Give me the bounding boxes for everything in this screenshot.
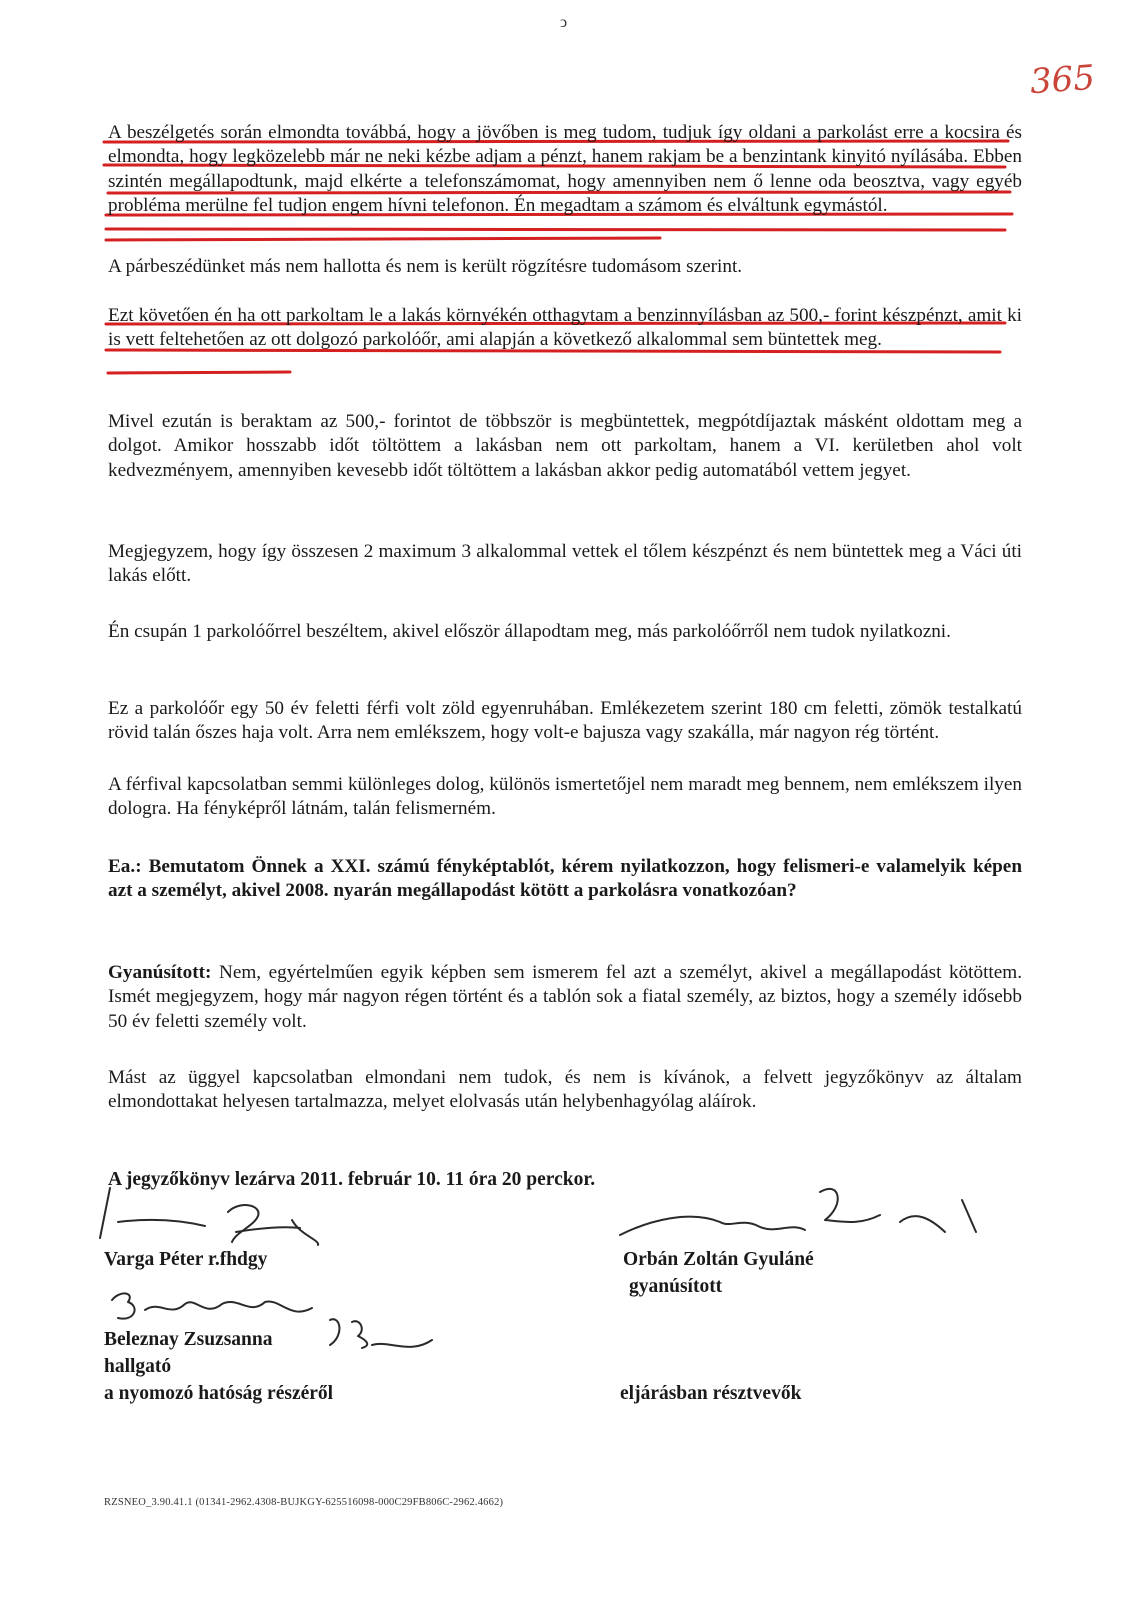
signer-right-block [623, 1246, 814, 1300]
paragraph-7: Ez a parkolóőr egy 50 év feletti férfi volt zöld egyenruhában. Emlékezetem szerint 180 cm feletti, zömök testalkatú rövid talán őszes haja volt. Arra nem emlékszem, hogy volt-e bajusza vagy szakálla, már nagyon rég történt. [108, 698, 1022, 744]
signer-beleznay-role: hallgató [104, 1356, 172, 1377]
answer-label: Gyanúsított: [108, 962, 212, 983]
signer-left-block [104, 1326, 333, 1407]
paragraph-3: Ezt követően én ha ott parkoltam le a lakás környékén otthagytam a benzinnyílásban az 500,- forint készpénzt, amit ki is vett feltehetően az ott dolgozó parkolóőr, ami alapján a következő alkalommal sem büntettek meg. [108, 305, 1022, 351]
closing-paragraph: Mást az üggyel kapcsolatban elmondani nem tudok, és nem is kívánok, a felvett jegyzőkönyv az általam elmondottakat helyesen tartalmazza, melyet elolvasás után helybenhagyólag aláírok. [108, 1067, 1022, 1113]
signer-orban: Orbán Zoltán Gyuláné [623, 1249, 814, 1270]
signer-orban-role: gyanúsított [629, 1276, 723, 1297]
signer-varga: Varga Péter r.fhdgy [104, 1249, 268, 1270]
closed-at-line: A jegyzőkönyv lezárva 2011. február 10. 11 óra 20 perckor. [108, 1169, 596, 1190]
question-paragraph: Ea.: Bemutatom Önnek a XXI. számú fényképtablót, kérem nyilatkozzon, hogy felismeri-e valamelyik képen azt a személyt, akivel 2008. nyarán megállapodást kötött a parkolásra vonatkozóan? [108, 856, 1022, 902]
paragraph-6: Én csupán 1 parkolóőrrel beszéltem, akivel először állapodtam meg, más parkolóőrről nem tudok nyilatkozni. [108, 621, 951, 642]
signer-beleznay: Beleznay Zsuzsanna [104, 1329, 273, 1350]
right-side-label: eljárásban résztvevők [620, 1383, 802, 1404]
paragraph-5: Megjegyzem, hogy így összesen 2 maximum 3 alkalommal vettek el tőlem készpénzt és nem büntettek meg a Váci úti lakás előtt. [108, 541, 1022, 587]
handwritten-page-number: 365 [1028, 57, 1097, 103]
paragraph-1: A beszélgetés során elmondta továbbá, hogy a jövőben is meg tudom, tudjuk így oldani a parkolást erre a kocsira és elmondta, hogy legközelebb már ne neki kézbe adjam a pénzt, hanem rakjam be a benzintank kinyitó nyílásába. Ebben szintén megállapodtunk, majd elkérte a telefonszámomat, hogy amennyiben nem ő lenne oda beosztva, vagy egyéb probléma merülne fel tudjon engem hívni telefonon. Én megadtam a számom és elváltunk egymástól. [108, 122, 1022, 216]
answer-text: Nem, egyértelműen egyik képben sem ismerem fel azt a személyt, akivel a megállapodást kötöttem. Ismét megjegyzem, hogy már nagyon régen történt és a tablón sok a fiatal személy, az biztos, hogy a személy idősebb 50 év feletti személy volt. [108, 962, 1022, 1032]
left-side-label: a nyomozó hatóság részéről [104, 1383, 334, 1404]
paragraph-2: A párbeszédünket más nem hallotta és nem is került rögzítésre tudomásom szerint. [108, 256, 743, 277]
paragraph-4: Mivel ezután is beraktam az 500,- forintot de többször is megbüntettek, megpótdíjaztak másként oldottam meg a dolgot. Amikor hosszabb időt töltöttem a lakásban nem ott parkoltam, hanem a VI. kerületben ahol volt kedvezményem, amennyiben kevesebb időt töltöttem a lakásban akkor pedig automatából vettem jegyet. [108, 411, 1022, 481]
paragraph-8: A férfival kapcsolatban semmi különleges dolog, különös ismertetőjel nem maradt meg bennem, nem emlékszem ilyen dologra. Ha fényképről látnám, talán felismerném. [108, 774, 1022, 820]
document-footer-code: RZSNEO_3.90.41.1 (01341-2962.4308-BUJKGY-625516098-000C29FB806C-2962.4662) [104, 1497, 504, 1508]
top-mark: ↄ [560, 14, 568, 31]
signature-varga [100, 1188, 318, 1245]
signature-orban [620, 1189, 976, 1235]
